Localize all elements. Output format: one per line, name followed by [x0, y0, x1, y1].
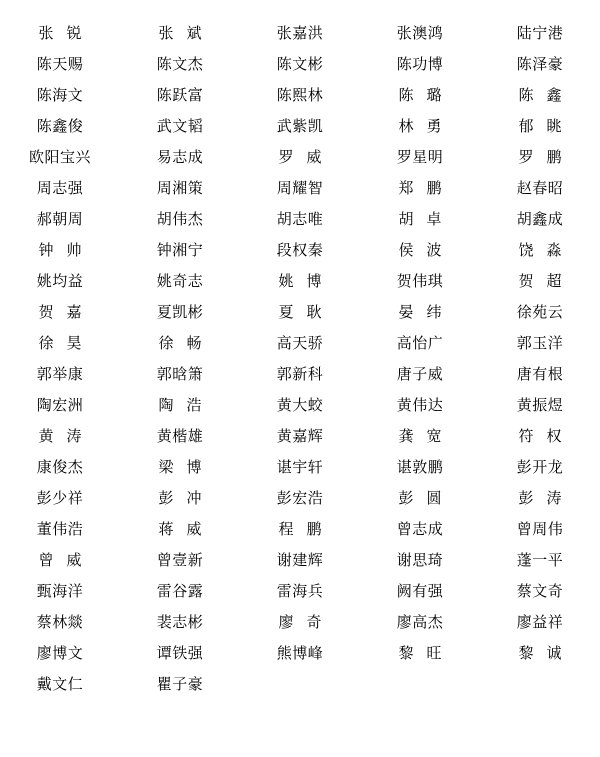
name-cell: 武紫凯 [276, 117, 324, 135]
name-cell: 贺嘉 [38, 303, 95, 321]
name-cell: 陶浩 [158, 396, 215, 414]
name-cell: 陈璐 [398, 86, 455, 104]
name-cell: 高天骄 [276, 334, 324, 352]
name-cell: 钟帅 [38, 241, 95, 259]
name-cell: 张澳鸿 [396, 24, 444, 42]
name-cell: 阙有强 [396, 582, 444, 600]
name-cell: 蔡文奇 [516, 582, 564, 600]
name-cell: 康俊杰 [36, 458, 84, 476]
name-cell: 罗威 [278, 148, 335, 166]
name-cell: 曾威 [38, 551, 95, 569]
name-cell: 黄涛 [38, 427, 95, 445]
name-cell: 胡伟杰 [156, 210, 204, 228]
name-cell: 蔡林燚 [36, 613, 84, 631]
name-cell: 夏耿 [278, 303, 335, 321]
name-cell: 梁博 [158, 458, 215, 476]
table-row [0, 18, 600, 49]
name-cell: 晏纬 [398, 303, 455, 321]
name-cell: 龚宽 [398, 427, 455, 445]
name-cell: 郁眺 [518, 117, 575, 135]
name-cell: 黄伟达 [396, 396, 444, 414]
name-cell: 陈跃富 [156, 86, 204, 104]
name-cell: 彭圆 [398, 489, 455, 507]
name-cell: 陈海文 [36, 86, 84, 104]
name-cell: 夏凯彬 [156, 303, 204, 321]
name-cell: 贺超 [518, 272, 575, 290]
name-cell: 贺伟琪 [396, 272, 444, 290]
name-cell: 段权秦 [276, 241, 324, 259]
name-cell: 徐苑云 [516, 303, 564, 321]
name-cell: 黎旺 [398, 644, 455, 662]
table-row [0, 80, 600, 111]
name-cell: 钟湘宁 [156, 241, 204, 259]
name-cell: 易志成 [156, 148, 204, 166]
name-cell: 廖高杰 [396, 613, 444, 631]
table-row [0, 545, 600, 576]
name-cell: 陈泽豪 [516, 55, 564, 73]
name-cell: 彭涛 [518, 489, 575, 507]
name-cell: 徐畅 [158, 334, 215, 352]
name-cell: 雷谷露 [156, 582, 204, 600]
name-cell: 谌宇轩 [276, 458, 324, 476]
name-cell: 侯波 [398, 241, 455, 259]
name-cell: 彭开龙 [516, 458, 564, 476]
name-cell: 张锐 [38, 24, 95, 42]
name-cell: 胡鑫成 [516, 210, 564, 228]
name-cell: 郝朝周 [36, 210, 84, 228]
name-cell: 彭冲 [158, 489, 215, 507]
name-cell: 熊博峰 [276, 644, 324, 662]
name-cell: 胡志唯 [276, 210, 324, 228]
name-cell: 郭举康 [36, 365, 84, 383]
name-cell: 谭铁强 [156, 644, 204, 662]
table-row [0, 669, 600, 700]
name-cell: 黄振煜 [516, 396, 564, 414]
name-cell: 曾志成 [396, 520, 444, 538]
name-cell: 廖益祥 [516, 613, 564, 631]
name-cell: 黄大蛟 [276, 396, 324, 414]
table-row [0, 452, 600, 483]
table-row [0, 607, 600, 638]
name-cell: 罗鹏 [518, 148, 575, 166]
name-cell: 徐昊 [38, 334, 95, 352]
name-cell: 甄海洋 [36, 582, 84, 600]
table-row [0, 204, 600, 235]
name-cell: 彭少祥 [36, 489, 84, 507]
table-row [0, 49, 600, 80]
name-cell: 黄嘉辉 [276, 427, 324, 445]
name-cell: 廖奇 [278, 613, 335, 631]
name-cell: 郭玉洋 [516, 334, 564, 352]
table-row [0, 266, 600, 297]
name-cell: 姚均益 [36, 272, 84, 290]
table-row [0, 142, 600, 173]
name-cell: 饶淼 [518, 241, 575, 259]
name-cell: 陈文杰 [156, 55, 204, 73]
table-row [0, 483, 600, 514]
table-row [0, 328, 600, 359]
table-row [0, 173, 600, 204]
name-cell: 裴志彬 [156, 613, 204, 631]
name-cell: 雷海兵 [276, 582, 324, 600]
name-cell: 唐有根 [516, 365, 564, 383]
name-cell: 罗星明 [396, 148, 444, 166]
name-cell: 张嘉洪 [276, 24, 324, 42]
table-row [0, 359, 600, 390]
name-cell: 董伟浩 [36, 520, 84, 538]
name-cell: 高怡广 [396, 334, 444, 352]
name-cell: 蒋威 [158, 520, 215, 538]
table-row [0, 235, 600, 266]
name-cell: 陈文彬 [276, 55, 324, 73]
name-cell: 戴文仁 [36, 675, 84, 693]
name-cell: 周志强 [36, 179, 84, 197]
name-cell: 彭宏浩 [276, 489, 324, 507]
name-cell: 谢建辉 [276, 551, 324, 569]
table-row [0, 638, 600, 669]
name-cell: 姚博 [278, 272, 335, 290]
name-cell: 曾周伟 [516, 520, 564, 538]
name-cell: 郭新科 [276, 365, 324, 383]
table-row [0, 421, 600, 452]
name-cell: 符权 [518, 427, 575, 445]
table-row [0, 111, 600, 142]
name-cell: 张斌 [158, 24, 215, 42]
name-cell: 林勇 [398, 117, 455, 135]
name-cell: 谢思琦 [396, 551, 444, 569]
name-cell: 唐子威 [396, 365, 444, 383]
name-cell: 周湘策 [156, 179, 204, 197]
name-cell: 陈鑫 [518, 86, 575, 104]
table-row [0, 390, 600, 421]
table-row [0, 576, 600, 607]
table-row [0, 297, 600, 328]
name-cell: 姚奇志 [156, 272, 204, 290]
name-cell: 程鹏 [278, 520, 335, 538]
name-cell: 周耀智 [276, 179, 324, 197]
name-cell: 瞿子豪 [156, 675, 204, 693]
name-cell: 蓬一平 [516, 551, 564, 569]
name-cell: 陈功博 [396, 55, 444, 73]
name-cell: 赵春昭 [516, 179, 564, 197]
name-cell: 欧阳宝兴 [28, 148, 91, 166]
name-cell: 廖博文 [36, 644, 84, 662]
name-cell: 陈鑫俊 [36, 117, 84, 135]
name-cell: 黄楷雄 [156, 427, 204, 445]
name-cell: 武文韬 [156, 117, 204, 135]
table-row [0, 514, 600, 545]
name-cell: 黎诚 [518, 644, 575, 662]
name-cell: 谌敦鹏 [396, 458, 444, 476]
name-cell: 陶宏洲 [36, 396, 84, 414]
name-cell: 陈天赐 [36, 55, 84, 73]
name-cell: 陆宁港 [516, 24, 564, 42]
name-cell: 胡卓 [398, 210, 455, 228]
name-cell: 郭晗箫 [156, 365, 204, 383]
name-cell: 郑鹏 [398, 179, 455, 197]
name-cell: 陈熙林 [276, 86, 324, 104]
name-cell: 曾壹新 [156, 551, 204, 569]
